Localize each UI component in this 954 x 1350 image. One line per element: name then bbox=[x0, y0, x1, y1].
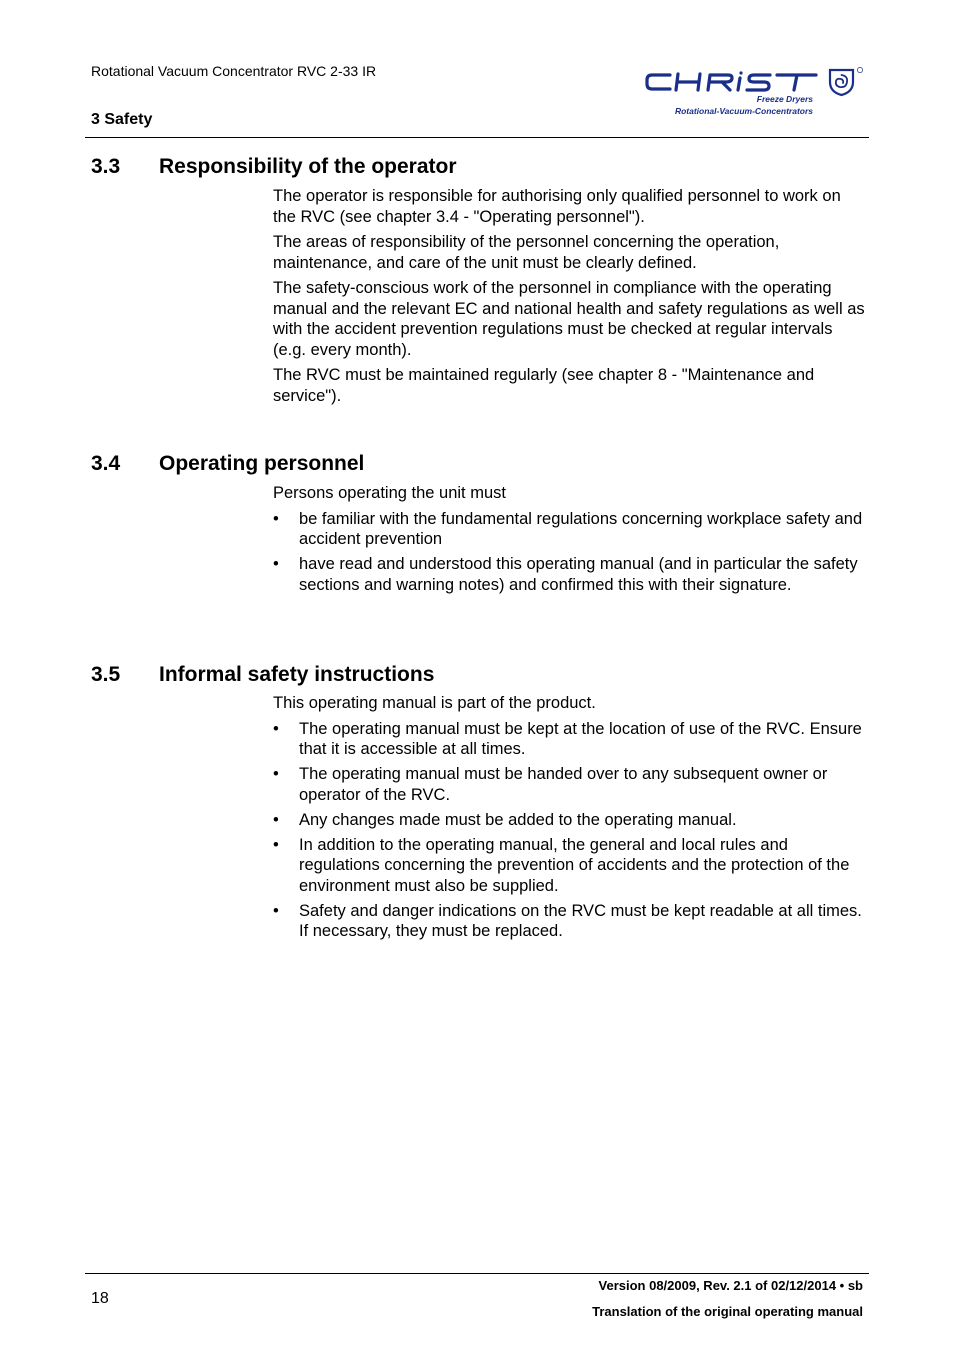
paragraph: The operator is responsible for authorising only qualified personnel to work on the RVC (see chapter 3.4 - "Operating personnel"). bbox=[273, 187, 841, 226]
page-number: 18 bbox=[91, 1290, 109, 1307]
section-title: Responsibility of the operator bbox=[159, 155, 457, 178]
bullet-icon: • bbox=[273, 765, 279, 783]
section-body bbox=[273, 186, 865, 411]
header-divider bbox=[85, 137, 869, 138]
section-title: Operating personnel bbox=[159, 452, 365, 475]
bullet-icon: • bbox=[273, 810, 279, 829]
section-number: 3.3 bbox=[91, 155, 121, 178]
list-item: • be familiar with the fundamental regulations concerning workplace safety and accident prevention bbox=[273, 509, 863, 548]
shield-icon bbox=[830, 67, 863, 95]
paragraph: The RVC must be maintained regularly (see chapter 8 - "Maintenance and service"). bbox=[273, 366, 815, 405]
paragraph: The areas of responsibility of the personnel concerning the operation, maintenance, and care of the unit must be clearly defined. bbox=[273, 233, 780, 272]
list-item: • have read and understood this operating manual (and in particular the safety sections and warning notes) and confirmed this with their signature. bbox=[273, 555, 858, 594]
list-item: • Safety and danger indications on the RVC must be kept readable at all times. If necessary, they must be replaced. bbox=[273, 901, 862, 940]
bullet-icon: • bbox=[273, 835, 279, 854]
paragraph: The safety-conscious work of the personnel in compliance with the operating manual and the relevant EC and national health and safety regulations as well as with the accident prevention regulations must be checked at regular intervals (e.g. every month). bbox=[273, 279, 865, 359]
bullet-icon: • bbox=[273, 719, 279, 738]
document-title: Rotational Vacuum Concentrator RVC 2-33 IR bbox=[91, 63, 377, 79]
section-body bbox=[273, 693, 865, 946]
list-item: • In addition to the operating manual, the general and local rules and regulations concerning the prevention of accidents and the protection of the environment must also be supplied. bbox=[273, 835, 850, 895]
translation-note: Translation of the original operating manual bbox=[592, 1304, 863, 1319]
version-info: Version 08/2009, Rev. 2.1 of 02/12/2014 • sb bbox=[598, 1278, 863, 1293]
paragraph: This operating manual is part of the product. bbox=[273, 694, 596, 712]
list-item: • The operating manual must be handed over to any subsequent owner or operator of the RVC. bbox=[273, 765, 828, 804]
footer-divider bbox=[85, 1273, 869, 1274]
section-number: 3.4 bbox=[91, 452, 121, 475]
bullet-icon: • bbox=[273, 555, 279, 573]
logo-tagline-freeze-dryers: Freeze Dryers bbox=[756, 94, 813, 104]
logo-tagline-rvc: Rotational-Vacuum-Concentrators bbox=[674, 106, 813, 116]
chapter-label: 3 Safety bbox=[91, 111, 153, 128]
list-item: • The operating manual must be kept at the location of use of the RVC. Ensure that it is accessible at all times. bbox=[273, 719, 862, 758]
bullet-icon: • bbox=[273, 509, 279, 528]
bullet-list bbox=[273, 509, 865, 596]
section-title: Informal safety instructions bbox=[159, 663, 435, 686]
list-item: • Any changes made must be added to the operating manual. bbox=[273, 810, 737, 829]
section-number: 3.5 bbox=[91, 663, 121, 686]
paragraph: Persons operating the unit must bbox=[273, 484, 506, 502]
section-body bbox=[273, 483, 865, 600]
bullet-icon: • bbox=[273, 901, 279, 920]
bullet-list bbox=[273, 719, 865, 942]
